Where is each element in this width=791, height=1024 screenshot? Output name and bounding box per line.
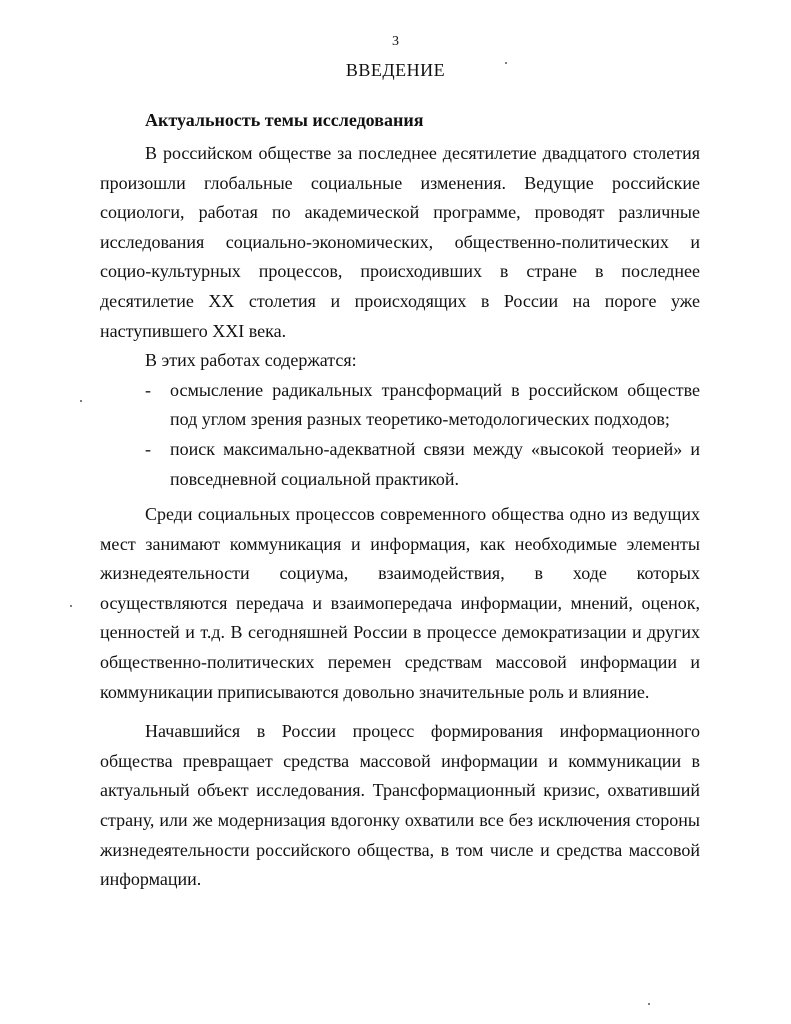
scan-speck — [648, 1003, 650, 1005]
page-title: ВВЕДЕНИЕ — [345, 60, 446, 80]
scan-speck — [505, 62, 507, 64]
bullet-list — [100, 376, 700, 494]
body-block — [100, 500, 700, 895]
scan-speck — [70, 605, 72, 607]
list-item-text: осмысление радикальных трансформаций в российском обществе под углом зрения разных теоретико-методологических подходов; — [170, 379, 700, 430]
intro-block — [100, 139, 700, 494]
list-item — [100, 376, 700, 435]
scan-speck — [80, 400, 82, 402]
paragraph-information-society: Начавшийся в России процесс формирования информационного общества превращает средства массовой информации и коммуникации в актуальный объект исследования. Трансформационный кризис, охвативший страну, или же модернизация вдогонку охватили все без исключения стороны жизнедеятельности российского общества, в том числе и средства массовой информации. — [100, 721, 700, 890]
page-number: 3 — [392, 34, 399, 49]
list-item-text: поиск максимально-адекватной связи между «высокой теорией» и повседневной социальной практикой. — [170, 438, 700, 489]
paragraph-list-lead: В этих работах содержатся: — [145, 350, 357, 371]
dash-bullet-icon: - — [145, 438, 151, 459]
dash-bullet-icon: - — [145, 379, 151, 400]
list-item — [100, 435, 700, 494]
paragraph-intro: В российском обществе за последнее десятилетие двадцатого столетия произошли глобальные социальные изменения. Ведущие российские социологи, работая по академической программе, проводят различные исследования социально-экономических, общественно-политических и социо-культурных процессов, происходивших в стране в последнее десятилетие XX столетия и происходящих в России на пороге уже наступившего XXI века. — [100, 143, 700, 341]
paragraph-communication: Среди социальных процессов современного общества одно из ведущих мест занимают коммуникация и информация, как необходимые элементы жизнедеятельности социума, взаимодействия, в ходе которых осуществляются передача и взаимопередача информации, мнений, оценок, ценностей и т.д. В сегодняшней России в процессе демократизации и других общественно-политических перемен средствам массовой информации и коммуникации приписываются довольно значительные роль и влияние. — [100, 504, 700, 702]
section-subheading: Актуальность темы исследования — [145, 110, 424, 130]
